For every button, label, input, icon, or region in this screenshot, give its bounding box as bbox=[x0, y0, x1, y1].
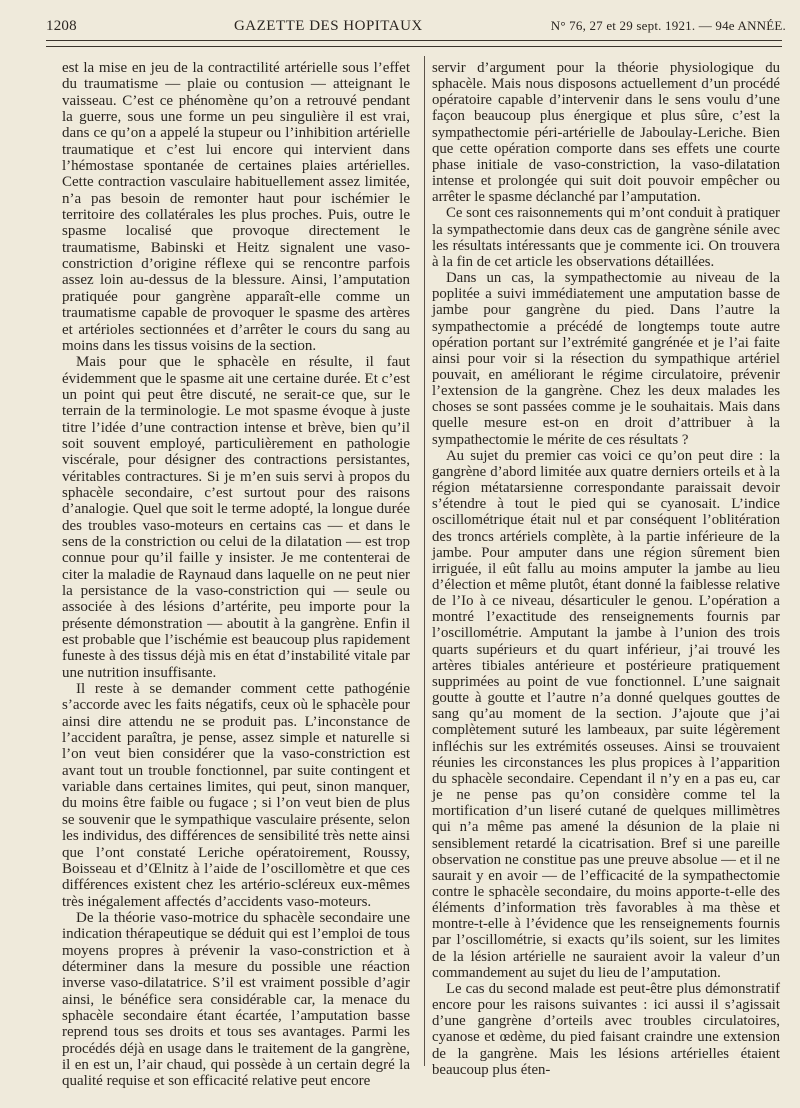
header-rule-top bbox=[46, 40, 782, 41]
right-column bbox=[432, 60, 780, 1078]
paragraph: Ce sont ces raisonnements qui m’ont conduit à pratiquer la sympathectomie dans deux cas de gangrène sénile avec les résultats intéressants que je commente ici. On trouvera à la fin de cet article les observations détaillées. bbox=[432, 205, 780, 270]
issue-info: N° 76, 27 et 29 sept. 1921. — 94e ANNÉE. bbox=[550, 18, 786, 33]
header-rule-bottom bbox=[46, 46, 782, 47]
paragraph: Au sujet du premier cas voici ce qu’on peut dire : la gangrène d’abord limitée aux quatre derniers orteils et à la région métatarsienne correspondante paraissait devoir s’étendre à tout le pied qui se cyanosait. L’indice oscillométrique était nul et par conséquent l’oblitération des troncs artériels complète, à la partie inférieure de la jambe. Pour amputer dans une région sûrement bien irriguée, il eût fallu au moins amputer la jambe au lieu d’élection et même plutôt, étant donné la faiblesse relative de l’Io à ce niveau, désarticuler le genou. L’opération a montré l’exactitude des renseignements fournis par l’oscillométrie. Amputant la jambe à l’union des trois quarts supérieurs et du quart inférieur, j’ai trouvé les artères tibiales antérieure et postérieure pratiquement supprimées au point de vue fonctionnel. L’une saignait goutte à goutte et l’autre n’a donné quelques gouttes de sang qu’au moment de la section. J’ajoute que j’ai complètement suturé les lambeaux, par suite légèrement infléchis sur les extrémités osseuses. Ainsi se trouvaient réunies les circonstances les plus propices à l’apparition du sphacèle secondaire. Cependant il n’y en a pas eu, car je ne pense pas qu’on considère comme tel la mortification d’un liseré cutané de quelques millimètres qui n’a même pas amené la désunion de la plaie ni sensiblement retardé la cicatrisation. Bref si une pareille observation ne constitue pas une preuve absolue — et il ne saurait y en avoir — de l’efficacité de la sympathectomie contre le sphacèle secondaire, du moins apporte-t-elle des éléments d’information très favorables à ma thèse et montre-t-elle à l’évidence que les renseignements fournis par l’oscillométrie, si exacts qu’ils soient, sur les limites de la lésion artérielle ne sauraient avoir la valeur d’un commandement au sujet du lieu de l’amputation. bbox=[432, 447, 780, 981]
journal-title: GAZETTE DES HOPITAUX bbox=[233, 18, 423, 34]
paragraph: est la mise en jeu de la contractilité artérielle sous l’effet du traumatisme — plaie ou contusion — atteignant le vaisseau. C’est ce phénomène qu’on a retrouvé pendant la guerre, sous une forme un peu singulière il est vrai, dans ce qu’on a appelé la stupeur ou l’inhibition artérielle traumatique et c’est lui encore qui intervient dans l’hémostase spontanée de certaines plaies artérielles. Cette contraction vasculaire habituellement assez limitée, n’a pas besoin de remonter haut pour ischémier le territoire des collatérales les plus proches. Puis, outre le spasme localisé que provoque directement le traumatisme, Babinski et Heitz signalent une vaso-constriction d’origine réflexe qui se rencontre parfois assez loin au-dessus de la blessure. Ainsi, l’amputation pratiquée pour gangrène apparaît-elle comme un traumatisme capable de provoquer le spasme des artères et artérioles sectionnées et d’arrêter le cours du sang au moins dans les tissus voisins de la section. bbox=[62, 60, 410, 354]
paragraph: Il reste à se demander comment cette pathogénie s’accorde avec les faits négatifs, ceux où le sphacèle pour ainsi dire attendu ne se produit pas. L’inconstance de l’accident paraîtra, je pense, assez simple et naturelle si l’on veut bien considérer que la vaso-constriction est avant tout un trouble fonctionnel, par suite contingent et variable dans certaines limites, qui peut, sinon manquer, du moins être faible ou fugace ; si l’on veut bien de plus se souvenir que le sympathique vasculaire présente, selon les individus, des différences de sensibilité très nette ainsi que l’ont constaté Leriche opératoirement, Roussy, Boisseau et d’Œlnitz à l’aide de l’oscillomètre et que ces différences existent chez les artério-scléreux eux-mêmes très inégalement affectés d’accidents vaso-moteurs. bbox=[62, 681, 410, 910]
paragraph: Dans un cas, la sympathectomie au niveau de la poplitée a suivi immédiatement une amputation basse de jambe pour gangrène du pied. Dans l’autre la sympathectomie a précédé de longtemps toute autre opération portant sur l’extrémité gangrénée et je l’ai faite ainsi pour voir si la résection du sympathique artériel pouvait, en améliorant le régime circulatoire, prévenir l’extension de la gangrène. Chez les deux malades les choses se sont passées comme je le souhaitais. Mais dans quelle mesure est-on en droit d’attribuer à la sympathectomie le mérite de ces résultats ? bbox=[432, 270, 780, 448]
paragraph: De la théorie vaso-motrice du sphacèle secondaire une indication thérapeutique se déduit qui est l’emploi de tous moyens propres à prévenir la vaso-constriction et à déterminer dans la mesure du possible une réaction inverse vaso-dilatatrice. S’il est vraiment possible d’agir ainsi, le bénéfice sera considérable car, la menace du sphacèle secondaire étant écartée, l’amputation basse reprend tous ses droits et tous ses avantages. Parmi les procédés déjà en usage dans le traitement de la gangrène, il en est un, l’air chaud, qui possède à un certain degré la qualité requise et son efficacité relative peut encore bbox=[62, 909, 410, 1090]
paragraph: Le cas du second malade est peut-être plus démonstratif encore pour les raisons suivantes : ici aussi il s’agissait d’une gangrène d’orteils avec troubles circulatoires, cyanose et œdème, du pied faisant craindre une extension de la gangrène. Mais les lésions artérielles étaient beaucoup plus éten- bbox=[432, 980, 780, 1078]
left-column bbox=[62, 60, 410, 1090]
running-header bbox=[46, 18, 786, 40]
paragraph: Mais pour que le sphacèle en résulte, il faut évidemment que le spasme ait une certaine durée. Et c’est un point qui peut être discuté, ne serait-ce que, sur le terrain de la terminologie. Le mot spasme évoque à juste titre l’idée d’une contraction intense et brève, bien qu’il soit souvent employé, particulièrement en pathologie viscérale, pour désigner des contractions persistantes, véritables contractures. Si je m’en suis servi à propos du sphacèle secondaire, c’est surtout pour des raisons d’analogie. Quel que soit le terme adopté, la longue durée des troubles vaso-moteurs en certains cas — et dans le sens de la constriction ou celui de la dilatation — est trop connue pour qu’il faille y insister. Je me contenterai de citer la maladie de Raynaud dans laquelle on ne peut nier la persistance de la vaso-constriction qui — seule ou associée à des lésions d’artérite, peu importe pour la présente démonstration — aboutit à la gangrène. Enfin il est probable que l’ischémie est beaucoup plus rapidement funeste à des tissus déjà mis en état d’instabilité vitale par une nutrition insuffisante. bbox=[62, 354, 410, 681]
column-divider bbox=[424, 56, 425, 1066]
page-number: 1208 bbox=[46, 18, 77, 34]
paragraph: servir d’argument pour la théorie physiologique du sphacèle. Mais nous disposons actuellement d’un procédé opératoire capable d’intervenir dans le sens voulu d’une façon beaucoup plus énergique et plus sûre, c’est la sympathectomie péri-artérielle de Jaboulay-Leriche. Bien que cette opération comporte dans ses effets une courte phase initiale de vaso-constriction, la vaso-dilatation intense et prolongée qui suit doit pouvoir empêcher ou arrêter le spasme déclanché par l’amputation. bbox=[432, 60, 780, 206]
